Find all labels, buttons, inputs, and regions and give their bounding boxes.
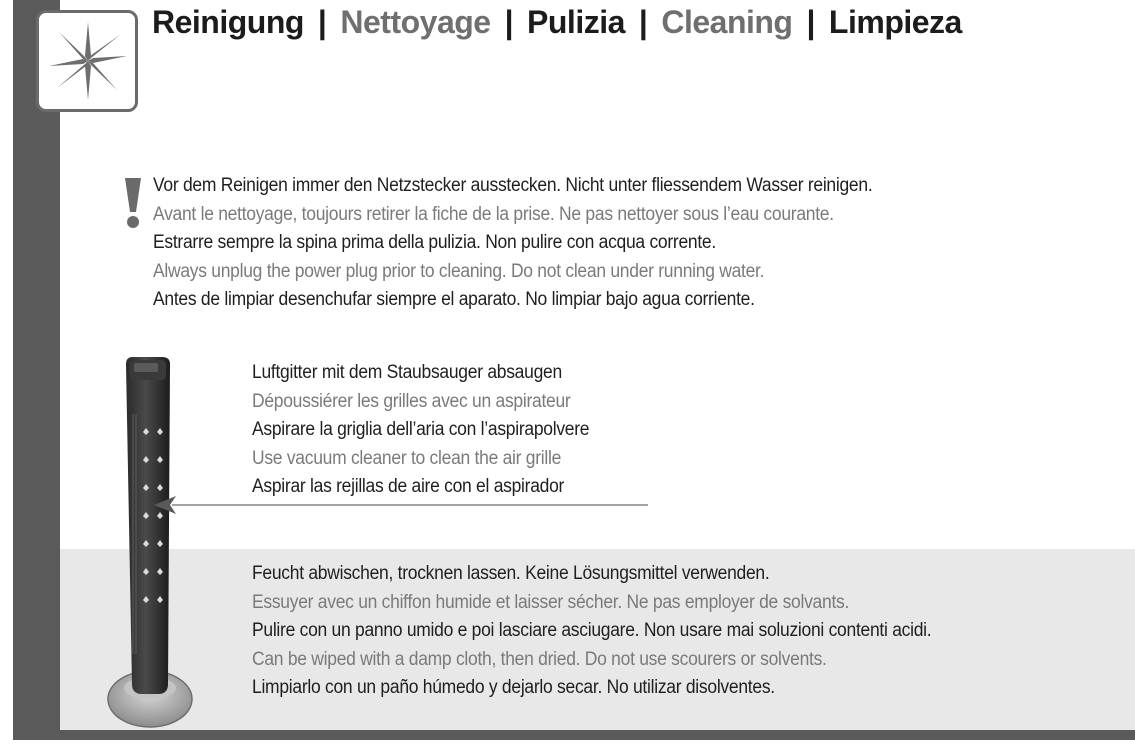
title-fr: Nettoyage [340, 4, 491, 40]
title-de: Reinigung [152, 4, 304, 40]
wipe-instruction-text [252, 560, 990, 703]
sparkle-star-icon [45, 18, 131, 104]
grille-line-de: Luftgitter mit dem Staubsauger absaugen [252, 362, 562, 383]
exclamation-icon [122, 176, 144, 230]
page-title [152, 4, 962, 41]
title-separator: | [806, 4, 815, 40]
warning-line-fr: Avant le nettoyage, toujours retirer la fiche de la prise. Ne pas nettoyer sous l’eau courante. [153, 203, 834, 225]
wipe-line-en: Can be wiped with a damp cloth, then dried. Do not use scourers or solvents. [252, 648, 827, 670]
arrow-pointer-icon [150, 492, 650, 516]
wipe-line-fr: Essuyer avec un chiffon humide et laisser sécher. Ne pas employer de solvants. [252, 591, 850, 613]
title-separator: | [638, 4, 648, 40]
warning-text [153, 172, 935, 315]
grille-line-it: Aspirare la griglia dell’aria con l’aspirapolvere [252, 419, 590, 441]
tower-fan-illustration [100, 354, 200, 734]
wipe-line-it: Pulire con un panno umido e poi lasciare asciugare. Non usare mai soluzioni contenti acidi. [252, 620, 932, 642]
title-es: Limpieza [828, 4, 962, 40]
title-it: Pulizia [527, 4, 625, 40]
grille-instruction-text [252, 359, 619, 502]
warning-line-es: Antes de limpiar desenchufar siempre el aparato. No limpiar bajo agua corriente. [153, 289, 755, 311]
warning-line-en: Always unplug the power plug prior to cleaning. Do not clean under running water. [153, 260, 765, 282]
title-separator: | [317, 4, 327, 40]
logo-box [36, 10, 138, 112]
grille-line-fr: Dépoussiérer les grilles avec un aspirateur [252, 390, 571, 412]
wipe-line-de: Feucht abwischen, trocknen lassen. Keine Lösungsmittel verwenden. [252, 563, 770, 584]
warning-line-de: Vor dem Reinigen immer den Netzstecker ausstecken. Nicht unter fliessendem Wasser reinigen. [153, 175, 873, 196]
wipe-line-es: Limpiarlo con un paño húmedo y dejarlo secar. No utilizar disolventes. [252, 677, 775, 699]
grille-line-en: Use vacuum cleaner to clean the air grille [252, 447, 562, 469]
grille-line-es: Aspirar las rejillas de aire con el aspirador [252, 476, 565, 498]
title-separator: | [504, 4, 514, 40]
title-en: Cleaning [661, 4, 793, 40]
warning-line-it: Estrarre sempre la spina prima della pulizia. Non pulire con acqua corrente. [153, 232, 716, 254]
